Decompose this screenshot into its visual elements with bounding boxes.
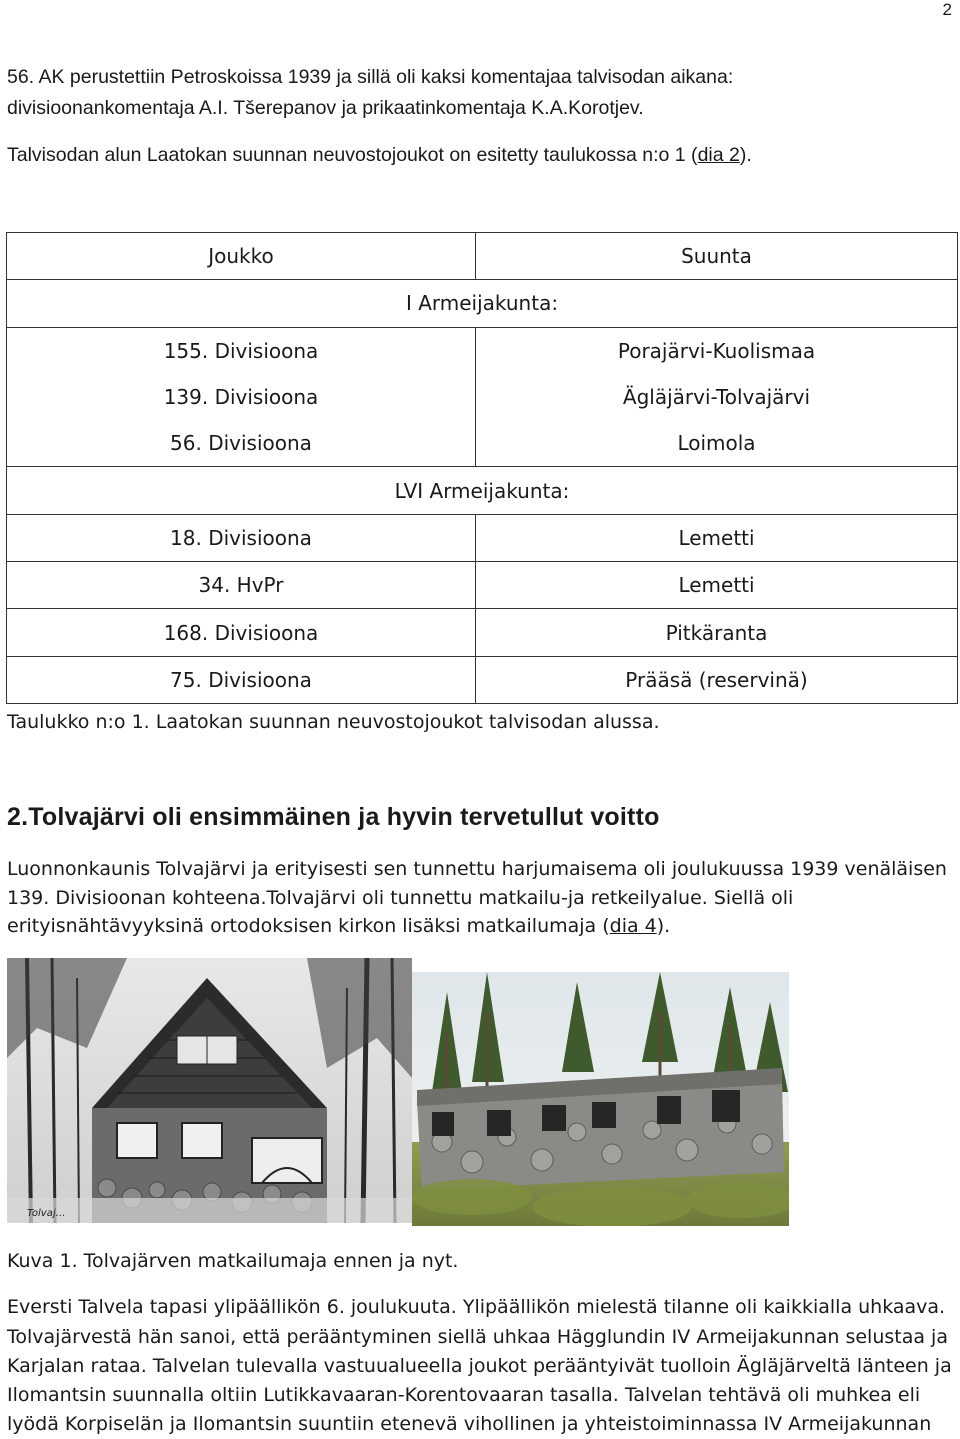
- header-suunta: Suunta: [476, 233, 958, 280]
- old-lodge-photo: [7, 958, 412, 1223]
- intro-line-3: [7, 141, 752, 170]
- paragraph-2-line-3: Karjalan rataa. Talvelan tulevalla vastuualueella joukot perääntyivät tuolloin Ägläjärveltä länteen ja: [7, 1355, 952, 1377]
- old-photo-signature: Tolvaj…: [27, 1208, 66, 1219]
- unit-cell: 56. Divisioona: [7, 420, 476, 467]
- intro-line-3-end: ).: [739, 144, 752, 166]
- direction-cell: Ägläjärvi-Tolvajärvi: [476, 374, 958, 420]
- section-heading: 2.Tolvajärvi oli ensimmäinen ja hyvin tervetullut voitto: [7, 803, 660, 831]
- dia-2-link[interactable]: dia 2: [697, 144, 740, 166]
- table-caption: Taulukko n:o 1. Laatokan suunnan neuvostojoukot talvisodan alussa.: [7, 711, 660, 733]
- direction-cell: Prääsä (reservinä): [476, 656, 958, 703]
- unit-cell: 18. Divisioona: [7, 514, 476, 561]
- intro-line-2: divisioonankomentaja A.I. Tšerepanov ja prikaatinkomentaja K.A.Korotjev.: [7, 97, 644, 119]
- direction-cell: Lemetti: [476, 514, 958, 561]
- direction-cell: Loimola: [476, 420, 958, 467]
- unit-cell: 34. HvPr: [7, 562, 476, 609]
- ruin-photo: [412, 972, 789, 1226]
- paragraph-1-line-3-text: erityisnähtävyyksinä ortodoksisen kirkon lisäksi matkailumaja (: [7, 915, 610, 937]
- unit-cell: 75. Divisioona: [7, 656, 476, 703]
- paragraph-2-line-1: Eversti Talvela tapasi ylipäällikön 6. joulukuuta. Ylipäällikön mielestä tilanne oli kaikkialla uhkaava.: [7, 1296, 946, 1318]
- header-joukko: Joukko: [7, 233, 476, 280]
- paragraph-2-line-5: lyödä Korpiselän ja Ilomantsin suuntiin etenevä vihollinen ja yhteistoiminnassa IV Armeijakunnan: [7, 1413, 932, 1435]
- unit-cell: 139. Divisioona: [7, 374, 476, 420]
- group-i-armeijakunta: I Armeijakunta:: [7, 280, 958, 327]
- troops-table: [6, 232, 958, 704]
- intro-line-1: 56. AK perustettiin Petroskoissa 1939 ja sillä oli kaksi komentajaa talvisodan aikana:: [7, 66, 734, 88]
- paragraph-1-line-3-end: ).: [656, 915, 671, 937]
- paragraph-1-line-1: Luonnonkaunis Tolvajärvi ja erityisesti sen tunnettu harjumaisema oli joulukuussa 1939 venäläisen: [7, 858, 947, 880]
- photo-caption: Kuva 1. Tolvajärven matkailumaja ennen ja nyt.: [7, 1250, 459, 1272]
- direction-cell: Lemetti: [476, 562, 958, 609]
- unit-cell: 168. Divisioona: [7, 609, 476, 656]
- unit-cell: 155. Divisioona: [7, 327, 476, 374]
- paragraph-2-line-2: Tolvajärvestä hän sanoi, että perääntyminen siellä uhkaa Hägglundin IV Armeijakunnan selustaa ja: [7, 1326, 948, 1348]
- group-lvi-armeijakunta: LVI Armeijakunta:: [7, 467, 958, 514]
- paragraph-2-line-4: Ilomantsin suunnalla oltiin Lutikkavaaran-Korentovaaran tasalla. Talvelan tehtävä oli muhkea eli: [7, 1384, 921, 1406]
- paragraph-1-line-3: [7, 912, 670, 941]
- intro-line-3-text: Talvisodan alun Laatokan suunnan neuvostojoukot on esitetty taulukossa n:o 1 (: [7, 144, 698, 166]
- direction-cell: Porajärvi-Kuolismaa: [476, 327, 958, 374]
- page-number: 2: [942, 0, 952, 19]
- paragraph-1-line-2: 139. Divisioonan kohteena.Tolvajärvi oli tunnettu matkailu-ja retkeilyalue. Siellä oli: [7, 887, 794, 909]
- dia-4-link[interactable]: dia 4: [609, 915, 657, 937]
- direction-cell: Pitkäranta: [476, 609, 958, 656]
